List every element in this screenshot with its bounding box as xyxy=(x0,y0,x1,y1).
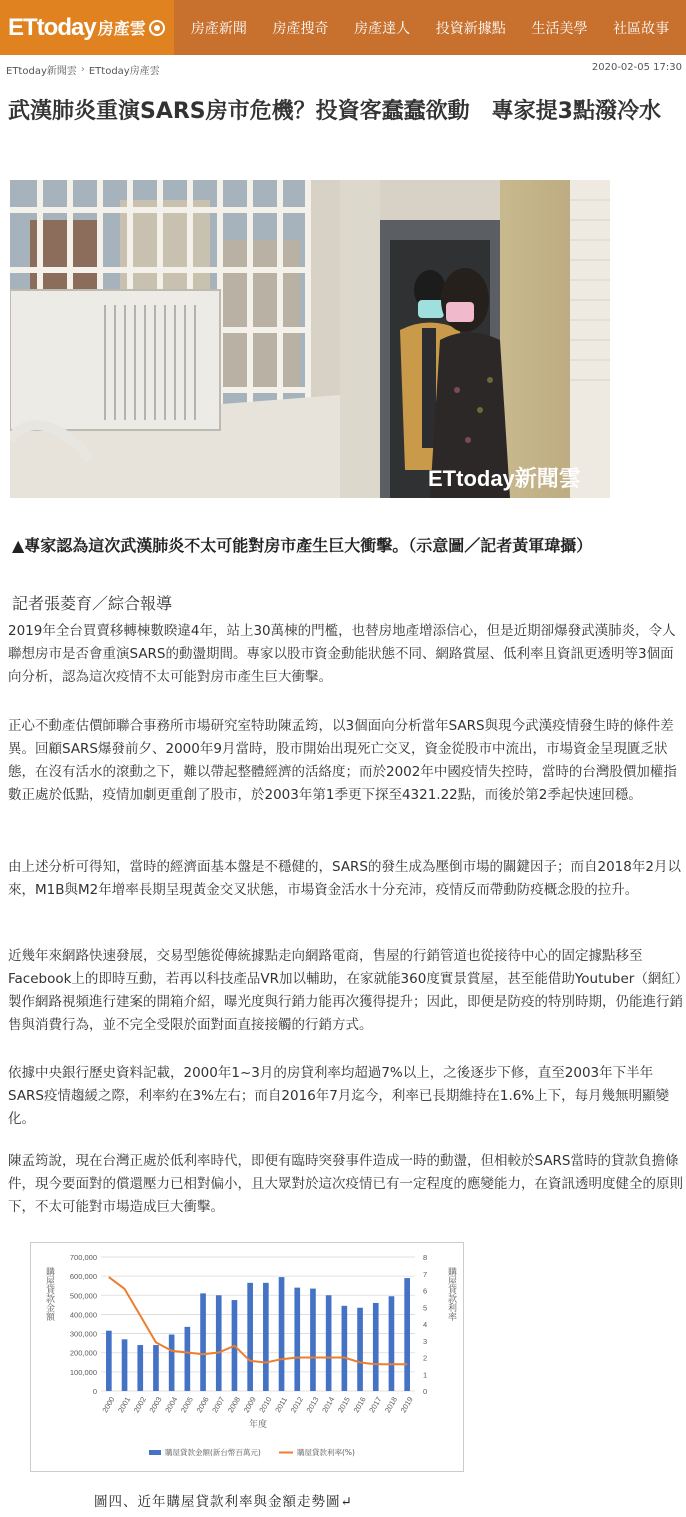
loan-amount-bar xyxy=(106,1331,112,1391)
legend-bar-label: 購屋貸款金額(新台幣百萬元) xyxy=(165,1448,261,1457)
paragraph-3: 由上述分析可得知，當時的經濟面基本盤是不穩健的，SARS的發生成為壓倒市場的關鍵因子；而自2018年2月以來，M1B與M2年增率長期呈現黃金交叉狀態，市場資金活水十分充沛，疫情反而帶動防疫概念股的拉升。 xyxy=(8,859,681,898)
x-tick-label: 2004 xyxy=(163,1395,180,1415)
main-menu xyxy=(174,0,686,55)
loan-amount-bar xyxy=(153,1345,159,1391)
y-right-axis-label: 購屋貸款利率 xyxy=(446,1267,456,1321)
y-right-tick-label: 8 xyxy=(423,1253,428,1262)
x-tick-label: 2002 xyxy=(131,1395,148,1415)
photo-watermark: ETtoday新聞雲 xyxy=(428,466,581,491)
top-nav xyxy=(0,0,686,55)
nav-item-experts[interactable]: 房產達人 xyxy=(354,20,411,37)
breadcrumb-section[interactable]: ETtoday房產雲 xyxy=(88,66,160,77)
nav-item-curiosities[interactable]: 房產搜奇 xyxy=(272,20,329,37)
x-tick-label: 2003 xyxy=(147,1395,164,1415)
x-tick-label: 2008 xyxy=(225,1395,243,1415)
loan-amount-bar xyxy=(294,1288,300,1391)
y-right-tick-label: 5 xyxy=(423,1303,428,1313)
loan-amount-bar xyxy=(310,1289,316,1391)
paragraph-1: 2019年全台買賣移轉棟數睽違4年，站上30萬棟的門檻，也替房地產增添信心，但是近期卻爆發武漢肺炎，令人聯想房市是否會重演SARS的動盪期間。專家以股市資金動能狀態不同、網路賞屋、低利率且資訊更透明等3個面向分析，認為這次疫情不太可能對房市產生巨大衝擊。 xyxy=(8,623,676,685)
loan-amount-bar xyxy=(185,1327,191,1391)
loan-amount-bar xyxy=(404,1278,410,1391)
x-tick-label: 2019 xyxy=(398,1395,415,1415)
loan-amount-bar xyxy=(247,1283,253,1391)
loan-amount-bar xyxy=(263,1283,269,1391)
x-tick-label: 2014 xyxy=(320,1395,337,1415)
paragraph-2: 正心不動產估價師聯合事務所市場研究室特助陳孟筠，以3個面向分析當年SARS與現今武漢疫情發生時的條件差異。回顧SARS爆發前夕、2000年9月當時，股市開始出現死亡交叉，資金從股市中流出，市場資金呈現匱乏狀態，在沒有活水的滾動之下，難以帶起整體經濟的活絡度；而於2002年中國疫情失控時，當時的台灣股價加權指數正處於低點，疫情加劇更重創了股市，於2003年第1季更下探至4321.22點，而後於第2季起快速回穩。 xyxy=(8,718,677,803)
x-tick-label: 2018 xyxy=(382,1395,400,1415)
x-tick-label: 2005 xyxy=(178,1395,195,1415)
y-left-tick-label: 100,000 xyxy=(69,1367,97,1377)
paragraph-4: 近幾年來網路快速發展，交易型態從傳統據點走向網路電商，售屋的行銷管道也從接待中心的固定據點移至Facebook上的即時互動，若再以科技產品VR加以輔助，在家就能360度實景賞屋，甚至能借助Youtuber（網紅）製作網路視頻進行建案的開箱介紹，曝光度與行銷力能再次獲得提升；因此，即便是防疫的特別時期，仍能進行銷售與消費行為，並不完全受限於面對面直接接觸的行銷方式。 xyxy=(8,948,683,1033)
y-right-tick-label: 6 xyxy=(423,1286,428,1296)
x-tick-label: 2007 xyxy=(210,1395,227,1415)
chevron-right-icon: › xyxy=(80,64,85,75)
y-left-tick-label: 400,000 xyxy=(69,1310,97,1320)
paragraph-6: 陳孟筠說，現在台灣正處於低利率時代，即便有臨時突發事件造成一時的動盪，但相較於SARS當時的貸款負擔條件，現今要面對的償還壓力已相對偏小，且大眾對於這次疫情已有一定程度的應變能力，在資訊透明度健全的原則下，不太可能對市場造成巨大衝擊。 xyxy=(8,1153,683,1215)
publish-date: 2020-02-05 17:30 xyxy=(591,62,682,73)
y-left-axis-label: 購屋貸款金額 xyxy=(44,1267,54,1321)
x-tick-label: 2006 xyxy=(194,1395,211,1415)
y-right-tick-label: 4 xyxy=(423,1320,428,1329)
y-left-tick-label: 200,000 xyxy=(69,1348,97,1358)
x-tick-label: 2011 xyxy=(273,1395,290,1414)
loan-amount-bar xyxy=(326,1295,332,1391)
article-title: 武漢肺炎重演SARS房市危機？投資客蠢蠢欲動 專家提3點潑冷水 xyxy=(8,99,661,124)
x-tick-label: 2012 xyxy=(288,1395,305,1415)
loan-amount-bar xyxy=(279,1277,285,1391)
x-tick-label: 2016 xyxy=(351,1395,368,1415)
nav-item-news[interactable]: 房產新聞 xyxy=(190,20,247,37)
loan-amount-bar xyxy=(169,1335,175,1391)
legend-line-label: 購屋貸款利率(%) xyxy=(297,1448,355,1457)
legend-bar-swatch xyxy=(149,1450,161,1455)
loan-amount-bar xyxy=(357,1308,363,1391)
x-tick-label: 2009 xyxy=(241,1395,258,1415)
y-right-tick-label: 2 xyxy=(423,1353,428,1363)
nav-item-community[interactable]: 社區故事 xyxy=(613,20,670,37)
loan-amount-bar xyxy=(137,1345,143,1391)
loan-amount-bar xyxy=(216,1295,222,1391)
loan-amount-bar xyxy=(342,1306,348,1391)
loan-amount-bar xyxy=(200,1293,206,1391)
loan-amount-bar xyxy=(373,1303,379,1391)
figure-caption: 圖四、近年購屋貸款利率與金額走勢圖↵ xyxy=(94,1494,353,1510)
logo-main: ETtoday xyxy=(8,13,96,41)
y-right-tick-label: 1 xyxy=(423,1370,428,1380)
loan-chart xyxy=(30,1242,464,1472)
logo-circle-icon xyxy=(149,20,165,36)
y-left-tick-label: 700,000 xyxy=(69,1253,97,1262)
loan-amount-bar xyxy=(122,1339,128,1391)
x-tick-label: 2010 xyxy=(257,1395,274,1415)
logo-sub: 房產雲 xyxy=(97,19,146,38)
y-left-tick-label: 500,000 xyxy=(69,1291,97,1301)
x-tick-label: 2000 xyxy=(100,1395,117,1415)
breadcrumb-home[interactable]: ETtoday新聞雲 xyxy=(6,66,77,77)
article-photo xyxy=(10,180,610,498)
y-left-tick-label: 300,000 xyxy=(69,1329,97,1339)
nav-item-lifestyle[interactable]: 生活美學 xyxy=(531,20,588,37)
x-tick-label: 2001 xyxy=(116,1395,133,1415)
x-tick-label: 2017 xyxy=(367,1395,384,1415)
y-left-tick-label: 0 xyxy=(92,1387,97,1396)
paragraph-5: 依據中央銀行歷史資料記載，2000年1~3月的房貸利率均超過7%以上，之後逐步下修，直至2003年下半年SARS疫情趨緩之際，利率約在3%左右；而自2016年7月迄今，利率已長期維持在1.6%上下，每月幾無明顯變化。 xyxy=(8,1065,670,1127)
y-right-tick-label: 3 xyxy=(423,1336,428,1346)
x-tick-label: 2013 xyxy=(304,1395,321,1415)
x-axis-label: 年度 xyxy=(248,1420,268,1430)
photo-caption: ▲專家認為這次武漢肺炎不太可能對房市產生巨大衝擊。（示意圖／記者黃軍瑋攝） xyxy=(12,536,593,555)
byline: 記者張菱育／綜合報導 xyxy=(12,594,173,613)
x-tick-label: 2015 xyxy=(335,1395,352,1415)
nav-item-investment[interactable]: 投資新據點 xyxy=(435,20,506,37)
site-logo[interactable] xyxy=(0,0,174,55)
y-left-tick-label: 600,000 xyxy=(69,1272,97,1282)
y-right-tick-label: 7 xyxy=(423,1269,428,1279)
breadcrumb xyxy=(6,62,160,77)
y-right-tick-label: 0 xyxy=(423,1387,428,1396)
loan-amount-bar xyxy=(389,1296,395,1391)
